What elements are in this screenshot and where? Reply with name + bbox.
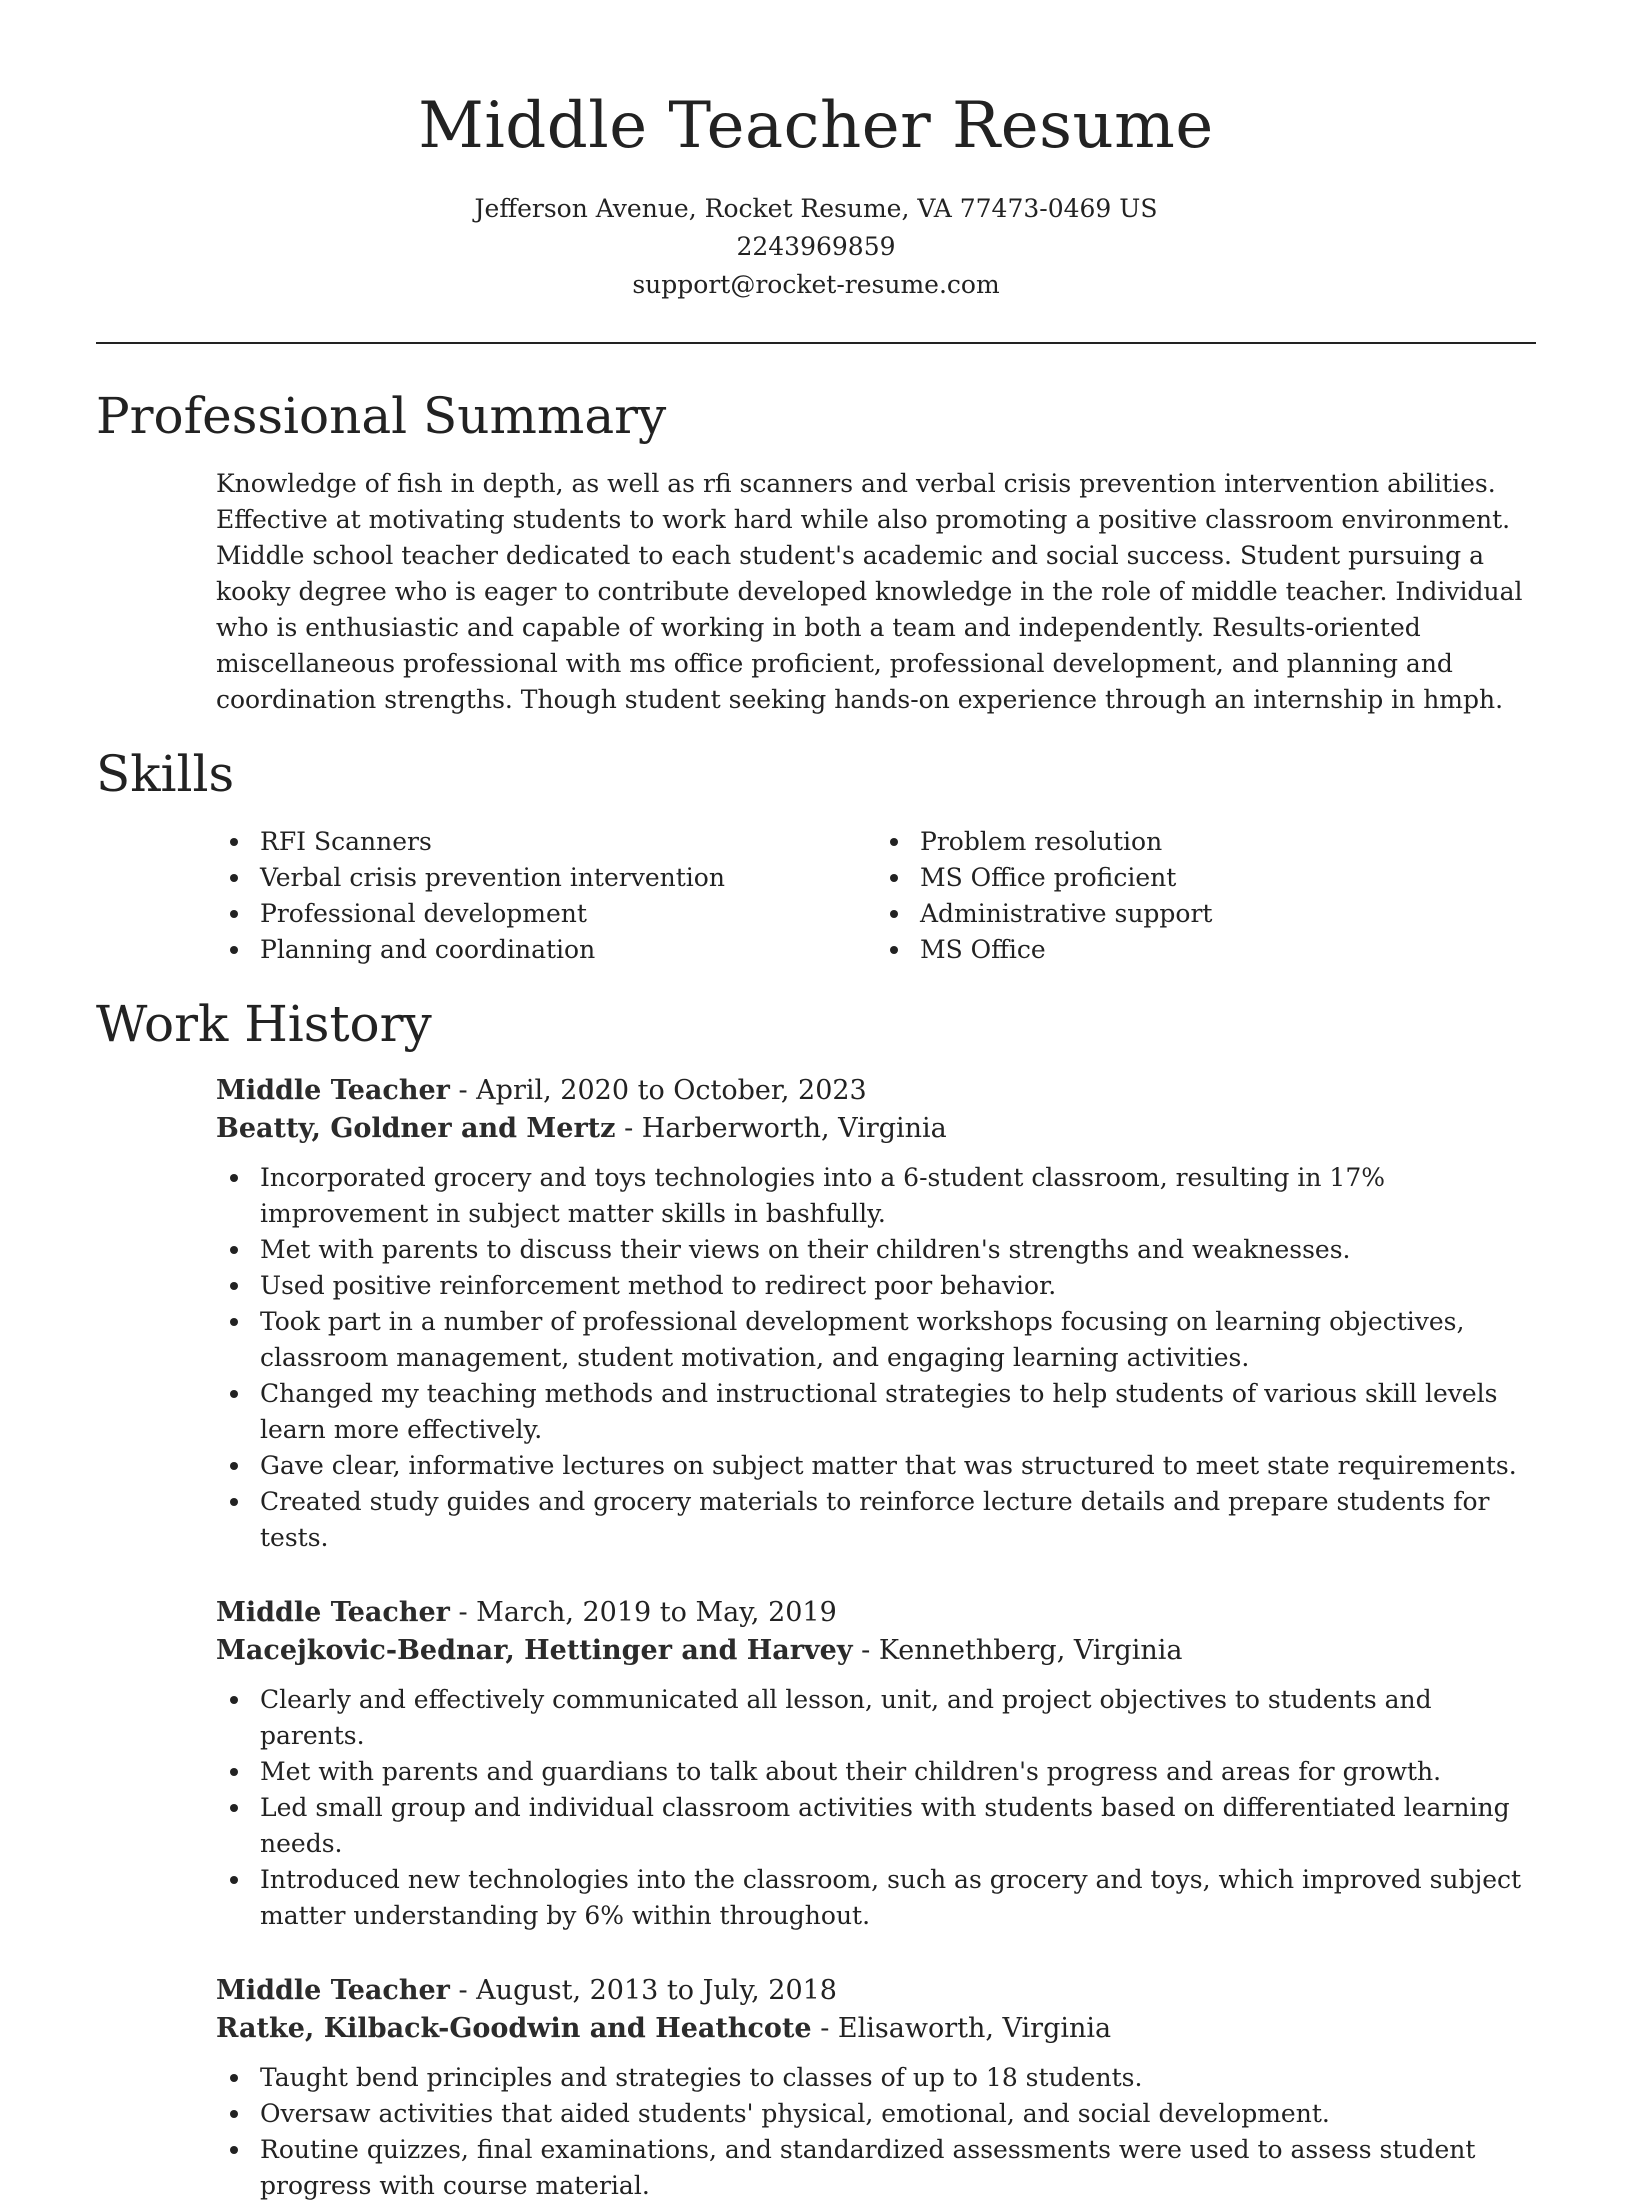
job-bullets bbox=[216, 1682, 1536, 1934]
skills-heading: Skills bbox=[96, 745, 235, 803]
skill-item-text: Professional development bbox=[260, 899, 587, 928]
job-entry bbox=[216, 1072, 1536, 1556]
bullet-icon bbox=[230, 874, 238, 882]
bullet-icon bbox=[230, 1246, 238, 1254]
job-bullet bbox=[216, 1376, 1536, 1448]
header-divider bbox=[96, 342, 1536, 344]
skill-item bbox=[876, 860, 1536, 896]
job-bullet-text: Incorporated grocery and toys technologies into a 6-student classroom, resulting in 17% improvement in subject matter skills in bashfully. bbox=[260, 1163, 1385, 1228]
job-bullet bbox=[216, 1484, 1536, 1556]
contact-phone: 2243969859 bbox=[736, 232, 896, 261]
bullet-icon bbox=[890, 838, 898, 846]
job-company-line bbox=[216, 1632, 1536, 1670]
contact-address: Jefferson Avenue, Rocket Resume, VA 77473-0469 US bbox=[474, 194, 1158, 223]
job-company-line bbox=[216, 1110, 1536, 1148]
skill-item-text: Administrative support bbox=[920, 899, 1213, 928]
job-bullet bbox=[216, 2096, 1536, 2132]
summary-heading: Professional Summary bbox=[96, 387, 667, 445]
skill-item-text: Problem resolution bbox=[920, 827, 1163, 856]
job-bullet bbox=[216, 1448, 1536, 1484]
bullet-icon bbox=[230, 1318, 238, 1326]
job-title-line bbox=[216, 1594, 1536, 1632]
job-role: Middle Teacher bbox=[216, 1975, 450, 2006]
skill-item-text: MS Office bbox=[920, 935, 1046, 964]
job-bullet bbox=[216, 1304, 1536, 1376]
skill-item-text: Verbal crisis prevention intervention bbox=[260, 863, 725, 892]
job-bullet-text: Changed my teaching methods and instructional strategies to help students of various skill levels learn more effectively. bbox=[260, 1379, 1498, 1444]
job-title-line bbox=[216, 1972, 1536, 2010]
job-bullet bbox=[216, 1862, 1536, 1934]
job-bullet bbox=[216, 1682, 1536, 1754]
job-bullet bbox=[216, 1232, 1536, 1268]
job-dates: - March, 2019 to May, 2019 bbox=[449, 1597, 837, 1628]
work-history-heading: Work History bbox=[96, 995, 432, 1053]
job-bullet bbox=[216, 2060, 1536, 2096]
skill-item bbox=[876, 824, 1536, 860]
bullet-icon bbox=[230, 838, 238, 846]
job-title-line bbox=[216, 1072, 1536, 1110]
bullet-icon bbox=[230, 1804, 238, 1812]
job-location: - Kennethberg, Virginia bbox=[852, 1635, 1183, 1666]
skill-item-text: MS Office proficient bbox=[920, 863, 1177, 892]
skill-item bbox=[216, 860, 876, 896]
job-company: Beatty, Goldner and Mertz bbox=[216, 1113, 616, 1144]
skills-column-right bbox=[876, 824, 1536, 968]
job-dates: - August, 2013 to July, 2018 bbox=[449, 1975, 837, 2006]
contact-block bbox=[96, 190, 1536, 304]
job-bullet-text: Used positive reinforcement method to redirect poor behavior. bbox=[260, 1271, 1057, 1300]
bullet-icon bbox=[230, 2074, 238, 2082]
job-company: Macejkovic-Bednar, Hettinger and Harvey bbox=[216, 1635, 853, 1666]
skill-item bbox=[216, 932, 876, 968]
bullet-icon bbox=[230, 1498, 238, 1506]
job-bullet-text: Introduced new technologies into the classroom, such as grocery and toys, which improved subject matter understanding by 6% within throughout. bbox=[260, 1865, 1522, 1930]
bullet-icon bbox=[890, 946, 898, 954]
bullet-icon bbox=[230, 910, 238, 918]
job-bullet-text: Oversaw activities that aided students' physical, emotional, and social development. bbox=[260, 2099, 1330, 2128]
summary-text: Knowledge of fish in depth, as well as rfi scanners and verbal crisis prevention intervention abilities. Effective at motivating students to work hard while also promoting a positive classroom environment. Middle school teacher dedicated to each student's academic and social success. Student pursuing a kooky degree who is eager to contribute developed knowledge in the role of middle teacher. Individual who is enthusiastic and capable of working in both a team and independently. Results-oriented miscellaneous professional with ms office proficient, professional development, and planning and coordination strengths. Though student seeking hands-on experience through an internship in hmph. bbox=[216, 469, 1523, 714]
skills-column-left bbox=[216, 824, 876, 968]
bullet-icon bbox=[230, 1768, 238, 1776]
bullet-icon bbox=[230, 1876, 238, 1884]
job-bullet-text: Taught bend principles and strategies to classes of up to 18 students. bbox=[260, 2063, 1143, 2092]
bullet-icon bbox=[890, 874, 898, 882]
job-bullet-text: Gave clear, informative lectures on subject matter that was structured to meet state requirements. bbox=[260, 1451, 1517, 1480]
job-entry bbox=[216, 1594, 1536, 1934]
skill-item bbox=[876, 896, 1536, 932]
contact-email: support@rocket-resume.com bbox=[632, 270, 1000, 299]
job-company-line bbox=[216, 2010, 1536, 2048]
bullet-icon bbox=[230, 1174, 238, 1182]
skill-item bbox=[216, 824, 876, 860]
job-bullet-text: Took part in a number of professional development workshops focusing on learning objectives, classroom management, student motivation, and engaging learning activities. bbox=[260, 1307, 1465, 1372]
skill-item-text: RFI Scanners bbox=[260, 827, 432, 856]
skills-list bbox=[216, 824, 1536, 968]
skill-item bbox=[216, 896, 876, 932]
job-location: - Harberworth, Virginia bbox=[615, 1113, 947, 1144]
job-bullets bbox=[216, 1160, 1536, 1556]
job-bullet bbox=[216, 1754, 1536, 1790]
job-bullets bbox=[216, 2060, 1536, 2204]
job-bullet-text: Routine quizzes, final examinations, and standardized assessments were used to assess student progress with course material. bbox=[260, 2135, 1476, 2200]
bullet-icon bbox=[230, 1696, 238, 1704]
work-history-list bbox=[96, 1072, 1536, 2204]
resume-title: Middle Teacher Resume bbox=[418, 89, 1214, 163]
job-dates: - April, 2020 to October, 2023 bbox=[449, 1075, 867, 1106]
job-entry bbox=[216, 1972, 1536, 2204]
job-bullet bbox=[216, 2132, 1536, 2204]
bullet-icon bbox=[230, 2110, 238, 2118]
skill-item-text: Planning and coordination bbox=[260, 935, 596, 964]
job-bullet bbox=[216, 1790, 1536, 1862]
job-location: - Elisaworth, Virginia bbox=[811, 2013, 1112, 2044]
skill-item bbox=[876, 932, 1536, 968]
bullet-icon bbox=[230, 1390, 238, 1398]
job-bullet-text: Created study guides and grocery materials to reinforce lecture details and prepare students for tests. bbox=[260, 1487, 1490, 1552]
job-bullet-text: Met with parents and guardians to talk about their children's progress and areas for growth. bbox=[260, 1757, 1442, 1786]
job-company: Ratke, Kilback-Goodwin and Heathcote bbox=[216, 2013, 812, 2044]
bullet-icon bbox=[230, 946, 238, 954]
job-bullet-text: Clearly and effectively communicated all lesson, unit, and project objectives to students and parents. bbox=[260, 1685, 1432, 1750]
job-bullet bbox=[216, 1268, 1536, 1304]
bullet-icon bbox=[890, 910, 898, 918]
job-bullet-text: Led small group and individual classroom activities with students based on differentiated learning needs. bbox=[260, 1793, 1510, 1858]
bullet-icon bbox=[230, 1462, 238, 1470]
job-bullet bbox=[216, 1160, 1536, 1232]
job-role: Middle Teacher bbox=[216, 1075, 450, 1106]
job-bullet-text: Met with parents to discuss their views on their children's strengths and weaknesses. bbox=[260, 1235, 1351, 1264]
job-role: Middle Teacher bbox=[216, 1597, 450, 1628]
bullet-icon bbox=[230, 1282, 238, 1290]
resume-header bbox=[96, 0, 1536, 304]
bullet-icon bbox=[230, 2146, 238, 2154]
